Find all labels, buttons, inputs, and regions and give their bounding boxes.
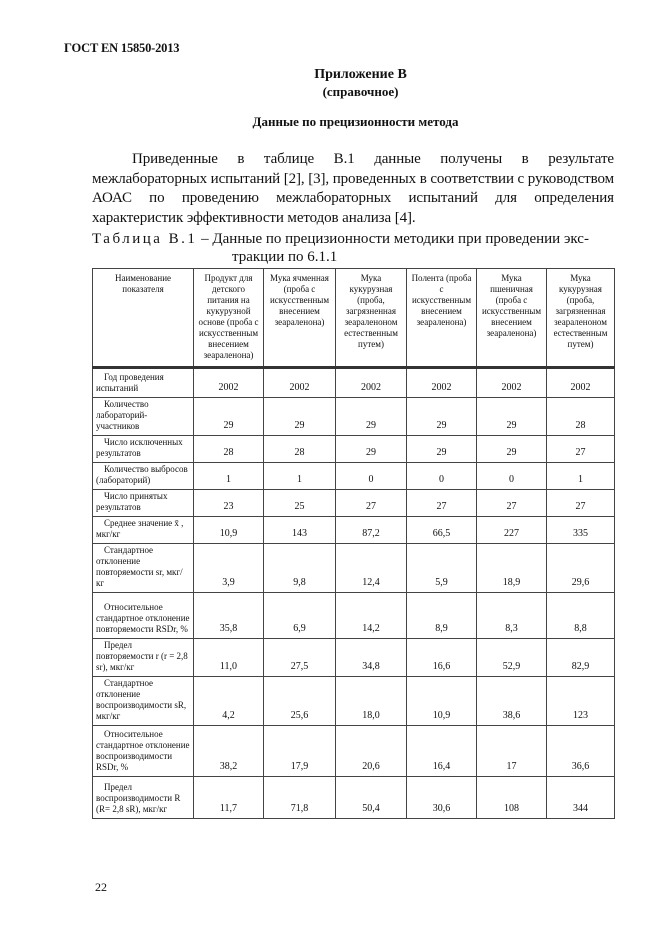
cell-value: 11,0 bbox=[194, 639, 264, 677]
row-label-text: Относительное стандартное отклонение повторяемости RSDr, % bbox=[96, 602, 190, 634]
cell-value: 17 bbox=[477, 726, 547, 777]
row-label-text: Количество лабораторий-участников bbox=[96, 399, 149, 431]
section-title: Данные по прецизионности метода bbox=[252, 114, 459, 129]
row-label-text: Стандартное отклонение воспроизводимости sR, мкг/кг bbox=[96, 678, 187, 721]
cell-value: 29 bbox=[407, 436, 477, 463]
cell-value: 28 bbox=[194, 436, 264, 463]
cell-value: 0 bbox=[336, 463, 407, 490]
cell-value: 10,9 bbox=[407, 677, 477, 726]
cell-value: 16,4 bbox=[407, 726, 477, 777]
table-header-row bbox=[93, 269, 615, 368]
table-row bbox=[93, 544, 615, 593]
row-label bbox=[93, 368, 194, 398]
cell-value: 34,8 bbox=[336, 639, 407, 677]
cell-value: 29,6 bbox=[547, 544, 615, 593]
cell-value: 25 bbox=[264, 490, 336, 517]
cell-value: 0 bbox=[407, 463, 477, 490]
table-caption-text-line1: Данные по прецизионности методики при проведении экс- bbox=[212, 231, 589, 247]
cell-value: 29 bbox=[336, 436, 407, 463]
cell-value: 2002 bbox=[547, 368, 615, 398]
cell-value: 143 bbox=[264, 517, 336, 544]
cell-value: 28 bbox=[264, 436, 336, 463]
row-label-text: Количество выбросов (лабораторий) bbox=[96, 464, 188, 485]
cell-value: 16,6 bbox=[407, 639, 477, 677]
cell-value: 28 bbox=[547, 398, 615, 436]
row-label bbox=[93, 639, 194, 677]
table-row bbox=[93, 639, 615, 677]
row-label bbox=[93, 398, 194, 436]
cell-value: 35,8 bbox=[194, 593, 264, 639]
column-header: Мука ячменная (проба с искусственным внесением зеараленона) bbox=[264, 269, 336, 368]
row-label bbox=[93, 544, 194, 593]
table-caption-dash: – bbox=[197, 231, 213, 247]
row-label bbox=[93, 463, 194, 490]
cell-value: 10,9 bbox=[194, 517, 264, 544]
column-header: Мука пшеничная (проба с искусственным внесением зеараленона) bbox=[477, 269, 547, 368]
cell-value: 66,5 bbox=[407, 517, 477, 544]
cell-value: 227 bbox=[477, 517, 547, 544]
row-label-text: Год проведения испытаний bbox=[96, 372, 164, 393]
column-header: Мука кукурузная (проба, загрязненная зеараленоном естественным путем) bbox=[547, 269, 615, 368]
cell-value: 344 bbox=[547, 777, 615, 819]
cell-value: 12,4 bbox=[336, 544, 407, 593]
cell-value: 23 bbox=[194, 490, 264, 517]
cell-value: 29 bbox=[407, 398, 477, 436]
cell-value: 123 bbox=[547, 677, 615, 726]
cell-value: 87,2 bbox=[336, 517, 407, 544]
row-label-text: Среднее значение x̄ , мкг/кг bbox=[96, 518, 184, 539]
table-row bbox=[93, 463, 615, 490]
cell-value: 27 bbox=[336, 490, 407, 517]
precision-data-table bbox=[92, 268, 615, 819]
cell-value: 29 bbox=[194, 398, 264, 436]
cell-value: 20,6 bbox=[336, 726, 407, 777]
cell-value: 4,2 bbox=[194, 677, 264, 726]
cell-value: 36,6 bbox=[547, 726, 615, 777]
cell-value: 8,3 bbox=[477, 593, 547, 639]
row-label bbox=[93, 593, 194, 639]
table-row bbox=[93, 398, 615, 436]
cell-value: 25,6 bbox=[264, 677, 336, 726]
cell-value: 2002 bbox=[407, 368, 477, 398]
cell-value: 8,8 bbox=[547, 593, 615, 639]
cell-value: 29 bbox=[336, 398, 407, 436]
cell-value: 38,6 bbox=[477, 677, 547, 726]
cell-value: 27,5 bbox=[264, 639, 336, 677]
cell-value: 27 bbox=[547, 436, 615, 463]
table-caption-text-line2: тракции по 6.1.1 bbox=[232, 249, 338, 265]
cell-value: 18,9 bbox=[477, 544, 547, 593]
table-row bbox=[93, 517, 615, 544]
cell-value: 30,6 bbox=[407, 777, 477, 819]
cell-value: 3,9 bbox=[194, 544, 264, 593]
column-header: Полента (проба с искусственным внесением зеараленона) bbox=[407, 269, 477, 368]
annex-title: Приложение B bbox=[314, 67, 407, 82]
cell-value: 11,7 bbox=[194, 777, 264, 819]
row-label-text: Число исключенных результатов bbox=[96, 437, 183, 458]
row-label-text: Предел повторяемости r (r = 2,8 sr), мкг/кг bbox=[96, 640, 188, 672]
column-header: Мука кукурузная (проба, загрязненная зеараленоном естественным путем) bbox=[336, 269, 407, 368]
cell-value: 6,9 bbox=[264, 593, 336, 639]
cell-value: 14,2 bbox=[336, 593, 407, 639]
row-label-text: Относительное стандартное отклонение воспроизводимости RSDr, % bbox=[96, 729, 190, 772]
cell-value: 2002 bbox=[264, 368, 336, 398]
table-row bbox=[93, 593, 615, 639]
cell-value: 38,2 bbox=[194, 726, 264, 777]
cell-value: 52,9 bbox=[477, 639, 547, 677]
cell-value: 335 bbox=[547, 517, 615, 544]
column-header: Наименование показателя bbox=[93, 269, 194, 368]
row-label bbox=[93, 777, 194, 819]
row-label bbox=[93, 436, 194, 463]
table-row bbox=[93, 436, 615, 463]
cell-value: 1 bbox=[547, 463, 615, 490]
table-caption bbox=[92, 230, 614, 266]
column-header: Продукт для детского питания на кукурузной основе (проба с искусственным внесением зеараленона) bbox=[194, 269, 264, 368]
cell-value: 27 bbox=[547, 490, 615, 517]
cell-value: 29 bbox=[264, 398, 336, 436]
row-label-text: Предел воспроизводимости R (R= 2,8 sR), мкг/кг bbox=[96, 782, 181, 814]
cell-value: 2002 bbox=[336, 368, 407, 398]
row-label bbox=[93, 490, 194, 517]
cell-value: 29 bbox=[477, 398, 547, 436]
cell-value: 27 bbox=[477, 490, 547, 517]
table-row bbox=[93, 368, 615, 398]
annex-subtitle: (справочное) bbox=[322, 84, 399, 99]
document-header-standard-id: ГОСТ EN 15850-2013 bbox=[64, 41, 180, 55]
cell-value: 8,9 bbox=[407, 593, 477, 639]
row-label-text: Стандартное отклонение повторяемости sr, мкг/кг bbox=[96, 545, 183, 588]
page-number: 22 bbox=[95, 880, 107, 894]
cell-value: 0 bbox=[477, 463, 547, 490]
row-label bbox=[93, 677, 194, 726]
cell-value: 9,8 bbox=[264, 544, 336, 593]
cell-value: 108 bbox=[477, 777, 547, 819]
cell-value: 1 bbox=[194, 463, 264, 490]
cell-value: 18,0 bbox=[336, 677, 407, 726]
row-label bbox=[93, 517, 194, 544]
table-caption-label: Таблица B.1 bbox=[92, 231, 198, 247]
cell-value: 17,9 bbox=[264, 726, 336, 777]
row-label-text: Число принятых результатов bbox=[96, 491, 168, 512]
cell-value: 5,9 bbox=[407, 544, 477, 593]
table-row bbox=[93, 490, 615, 517]
intro-paragraph: Приведенные в таблице B.1 данные получены в результате межлабораторных испытаний [2], [3], проведенных в соответствии с руководством АОАС по проведению межлабораторных испытаний для определения характеристик эффективности методов анализа [4]. bbox=[92, 151, 614, 226]
cell-value: 27 bbox=[407, 490, 477, 517]
cell-value: 1 bbox=[264, 463, 336, 490]
row-label bbox=[93, 726, 194, 777]
cell-value: 2002 bbox=[194, 368, 264, 398]
table-row bbox=[93, 677, 615, 726]
cell-value: 50,4 bbox=[336, 777, 407, 819]
table-row bbox=[93, 726, 615, 777]
cell-value: 2002 bbox=[477, 368, 547, 398]
cell-value: 82,9 bbox=[547, 639, 615, 677]
table-row bbox=[93, 777, 615, 819]
cell-value: 29 bbox=[477, 436, 547, 463]
cell-value: 71,8 bbox=[264, 777, 336, 819]
